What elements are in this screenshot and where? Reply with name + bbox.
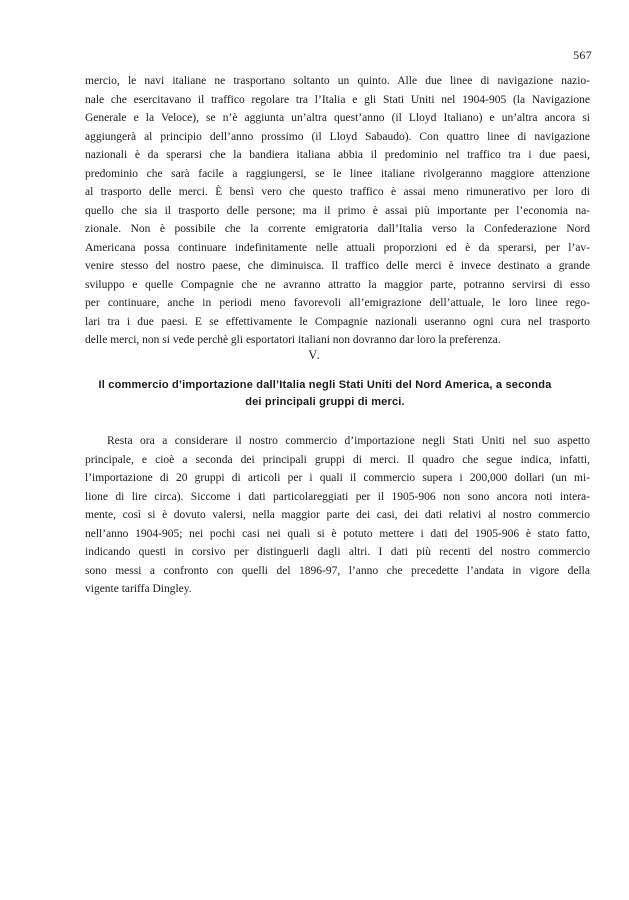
- paragraph-2-line: Resta ora a considerare il nostro commercio d’importazione negli Stati Uniti nel suo aspetto: [107, 435, 590, 447]
- paragraph-1: [85, 72, 590, 350]
- paragraph-2-line: indicando questi in corsivo per distinguerli dagli altri. I dati più recenti del nostro commercio: [85, 546, 590, 558]
- paragraph-2-line: nell’anno 1904-905; nei pochi casi nei quali si è potuto mettere i dati del 1905-906 è stato fatto,: [85, 527, 590, 540]
- paragraph-2-line: l’importazione di 20 gruppi di articoli per i quali il commercio supera i 200,000 dollari (un mi-: [85, 472, 590, 484]
- paragraph-1-line: sviluppo e quelle Compagnie che ne avranno attratto la maggior parte, potranno servirsi di esso: [85, 278, 590, 291]
- paragraph-2-line: vigente tariffa Dingley.: [85, 583, 192, 595]
- paragraph-1-line: delle merci, non si vede perchè gli esportatori italiani non dovranno dar loro la preferenza.: [85, 334, 501, 346]
- paragraph-1-line: predominio che sarà facile a raggiungersi, se le linee italiane rivolgeranno maggiore attenzione: [85, 167, 590, 180]
- paragraph-1-line: Generale e la Veloce), se n’è aggiunta un’altra quest’anno (il Lloyd Italiano) e un’altra ancora si: [85, 112, 590, 124]
- paragraph-1-line: venire stesso del nostro paese, che diminuisca. Il traffico delle merci è invece destinato a grande: [85, 260, 590, 272]
- paragraph-2-line: principale, e cioè a seconda dei principali gruppi di merci. Il quadro che segue indica, infatti,: [85, 453, 590, 466]
- paragraph-2-line: lione di lire circa). Siccome i dati particolareggiati per il 1905-906 non sono ancora noti interа-: [85, 490, 590, 503]
- paragraph-1-line: aggiungerà al principio dell’anno prossimo (il Lloyd Sabaudo). Con quattro linee di navigazione: [85, 130, 590, 143]
- paragraph-1-line: lari tra i due paesi. E se effettivamente le Compagnie nazionali useranno ogni cura nel trasporto: [85, 315, 590, 328]
- section-heading-line: Il commercio d’importazione dall’Italia negli Stati Uniti del Nord America, a seconda: [98, 379, 552, 391]
- section-number: V.: [308, 348, 321, 362]
- section-heading: [85, 377, 565, 411]
- paragraph-1-line: quello che sia il trasporto delle persone; ma il primo è assai più importante per l’economia na-: [85, 204, 590, 217]
- paragraph-1-line: zionale. Non è possibile che la corrente emigratoria dall’Italia verso la Confederazione Nord: [85, 223, 590, 235]
- paragraph-1-line: Americana possa continuare indefinitamente nelle attuali proporzioni ed è da sperarsi, per l’av-: [85, 241, 590, 254]
- paragraph-1-line: nazionali è da sperarsi che la bandiera italiana abbia il predominio nel traffico tra i due paesi,: [85, 149, 590, 161]
- paragraph-1-line: nale che esercitavano il traffico regolare tra l’Italia e gli Stati Uniti nel 1904-905 (la Navigazione: [85, 93, 590, 106]
- paragraph-2-line: sono messi a confronto con quelli del 1896-97, l’anno che precedette l’andata in vigore della: [85, 564, 590, 577]
- paragraph-1-line: mercio, le navi italiane ne trasportano soltanto un quinto. Alle due linee di navigazione nazio-: [85, 75, 590, 87]
- paragraph-2: [85, 432, 590, 599]
- page-number: 567: [573, 48, 592, 62]
- paragraph-1-line: al trasporto delle merci. È bensì vero che questo traffico è assai meno rimunerativo per loro di: [85, 186, 590, 198]
- section-heading-line: dei principali gruppi di merci.: [245, 396, 405, 408]
- paragraph-2-line: mente, così si è dovuto valersi, nella maggior parte dei casi, dei dati relativi al nostro commercio: [85, 509, 590, 521]
- paragraph-1-line: per continuare, anche in periodi meno favorevoli all’emigrazione dell’attuale, le loro linee rego-: [85, 297, 590, 309]
